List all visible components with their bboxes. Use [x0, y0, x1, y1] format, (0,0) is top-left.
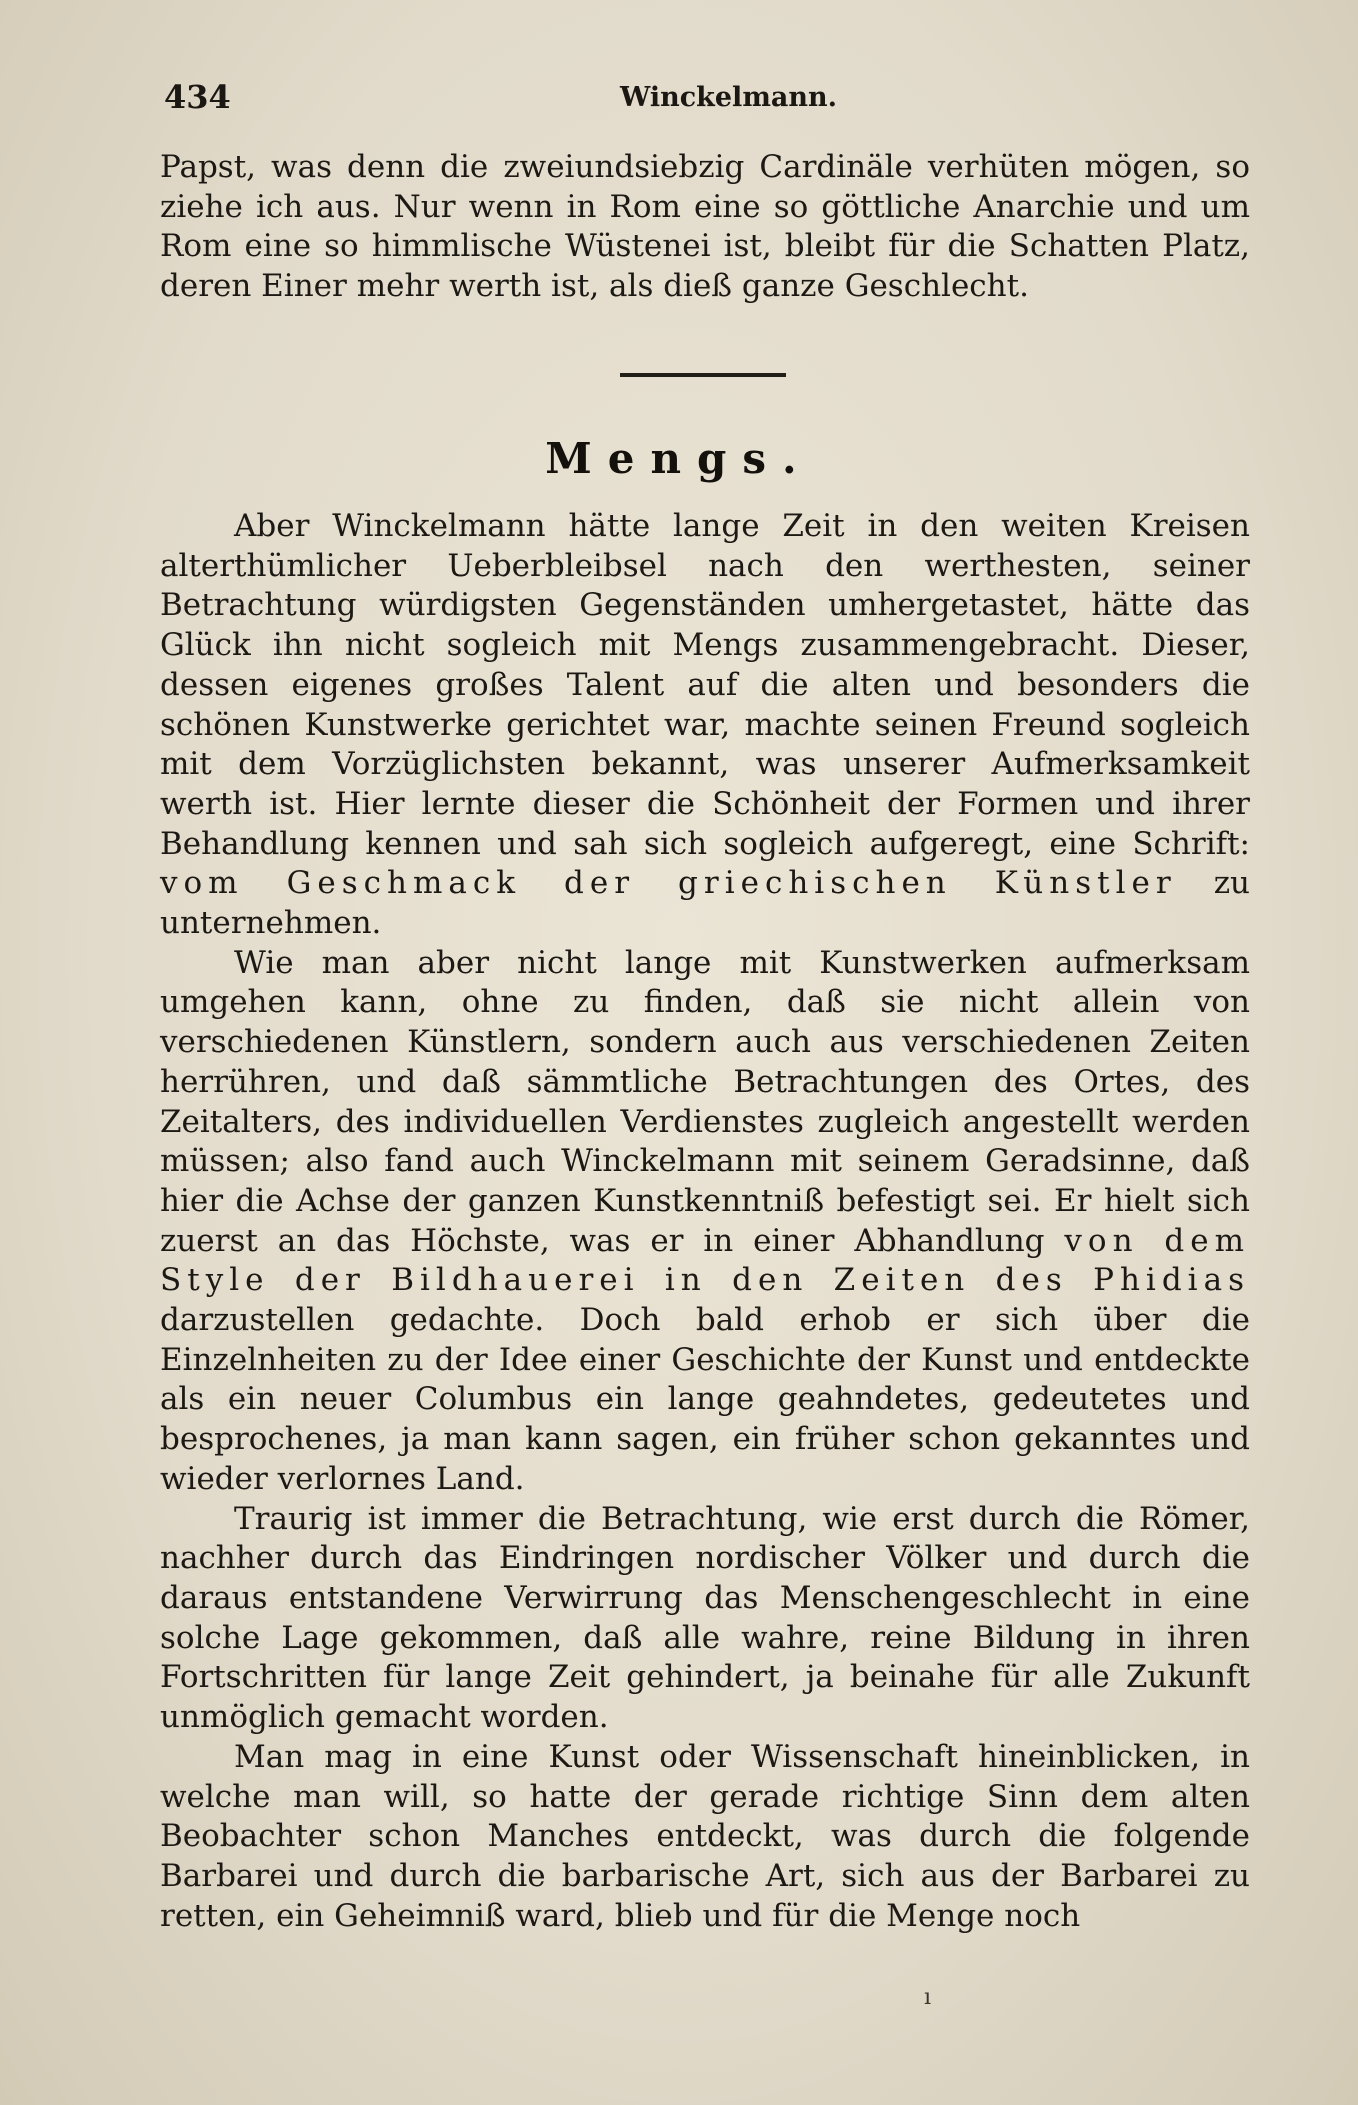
section-divider	[620, 373, 786, 377]
continuation-paragraph	[160, 148, 1250, 307]
paragraph-1	[160, 507, 1250, 944]
running-head: Winckelmann.	[620, 82, 838, 113]
page-number: 434	[164, 78, 231, 116]
paragraph-4: Man mag in eine Kunst oder Wissenschaft hineinblicken, in welche man will, so hatte der gerade richtige Sinn dem alten Beobachter schon Manches entdeckt, was durch die folgende Barbarei und durch die barbarische Art, sich aus der Barbarei zu retten, ein Geheimniß ward, blieb und für die Menge noch	[160, 1738, 1250, 1934]
paragraph-2	[160, 944, 1250, 1500]
paragraph-2-text-b: darzustellen gedachte. Doch bald erhob er sich über die Einzelnheiten zu der Idee einer Geschichte der Kunst und entdeckte als ein neuer Columbus ein lange geahndetes, gedeutetes und besprochenes, ja man kann sagen, ein früher schon gekanntes und wieder verlornes Land.	[160, 1302, 1250, 1497]
paragraph-2-text-a: Wie man aber nicht lange mit Kunstwerken aufmerksam umgehen kann, ohne zu finden, daß sie nicht allein von verschiedenen Künstlern, sondern auch aus verschiedenen Zeiten herrühren, und daß sämmtliche Betrachtungen des Ortes, des Zeitalters, des individuellen Verdienstes zugleich angestellt werden müssen; also fand auch Winckelmann mit seinem Geradsinne, daß hier die Achse der ganzen Kunstkenntniß befestigt sei. Er hielt sich zuerst an das Höchste, was er in einer Abhandlung	[160, 944, 1250, 1259]
signature-mark: ı	[924, 1985, 932, 2010]
paragraph-1-text-a: Aber Winckelmann hätte lange Zeit in den weiten Kreisen alterthümlicher Ueberbleibsel nach den werthesten, seiner Betrachtung würdigsten Gegenständen umhergetastet, hätte das Glück ihn nicht sogleich mit Mengs zusammengebracht. Dieser, dessen eigenes großes Talent auf die alten und besonders die schönen Kunstwerke gerichtet war, machte seinen Freund sogleich mit dem Vorzüglichsten bekannt, was unserer Aufmerksamkeit werth ist. Hier lernte dieser die Schönheit der Formen und ihrer Behandlung kennen und sah sich sogleich aufgeregt, eine Schrift:	[160, 508, 1250, 862]
paragraph-1-text-b: zu unternehmen.	[160, 865, 1251, 942]
paragraph-3: Traurig ist immer die Betrachtung, wie erst durch die Römer, nachher durch das Eindringen nordischer Völker und durch die daraus entstandene Verwirrung das Menschengeschlecht in eine solche Lage gekommen, daß alle wahre, reine Bildung in ihren Fortschritten für lange Zeit gehindert, ja beinahe für alle Zukunft unmöglich gemacht worden.	[160, 1500, 1250, 1736]
paragraph-2-emphasis: von dem Style der Bildhauerei in den Zeiten des Phidias	[160, 1222, 1250, 1299]
section-title: Mengs.	[545, 434, 813, 483]
continuation-text: Papst, was denn die zweiundsiebzig Cardinäle verhüten mögen, so ziehe ich aus. Nur wenn in Rom eine so göttliche Anarchie und um Rom eine so himmlische Wüstenei ist, bleibt für die Schatten Platz, deren Einer mehr werth ist, als dieß ganze Geschlecht.	[160, 149, 1250, 305]
section-body	[160, 507, 1250, 1936]
paragraph-1-emphasis: vom Geschmack der griechischen Künstler	[160, 865, 1177, 902]
